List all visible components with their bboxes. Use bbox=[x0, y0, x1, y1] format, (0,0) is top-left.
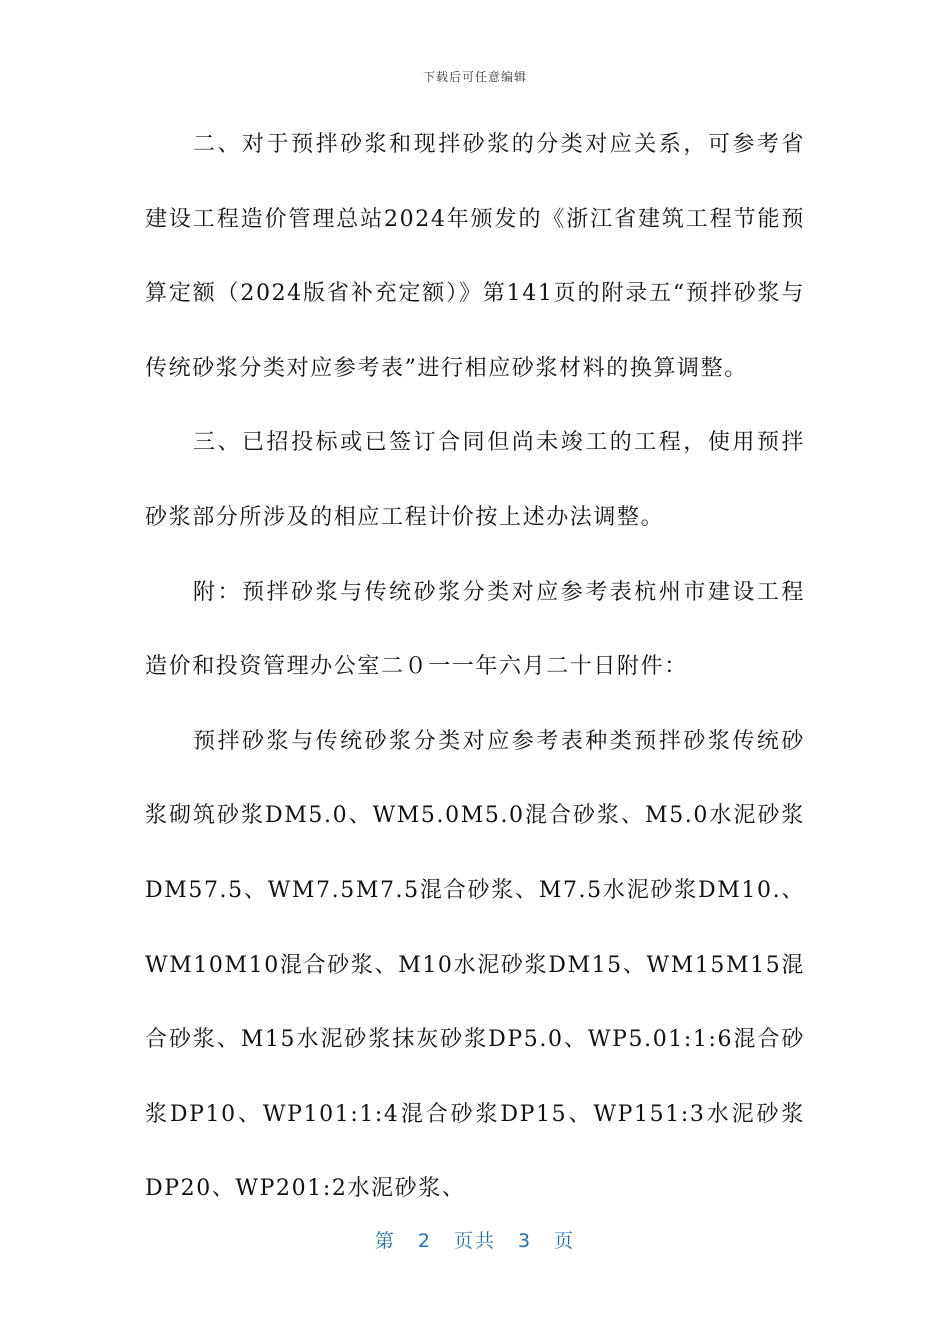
header-note: 下载后可任意编辑 bbox=[422, 70, 527, 84]
paragraph-mortar-classification: 二、对于预拌砂浆和现拌砂浆的分类对应关系，可参考省建设工程造价管理总站2024年颁发的《浙江省建筑工程节能预算定额（2024版省补充定额）》第141页的附录五“预拌砂浆与传统砂浆分类对应参考表”进行相应砂浆材料的换算调整。 bbox=[145, 132, 805, 381]
paragraph-contract-adjustment: 三、已招投标或已签订合同但尚未竣工的工程，使用预拌砂浆部分所涉及的相应工程计价按上述办法调整。 bbox=[145, 430, 805, 530]
paragraph-reference-table: 预拌砂浆与传统砂浆分类对应参考表种类预拌砂浆传统砂浆砌筑砂浆DM5.0、WM5.0M5.0混合砂浆、M5.0水泥砂浆DM57.5、WM7.5M7.5混合砂浆、M7.5水泥砂浆DM10.、WM10M10混合砂浆、M10水泥砂浆DM15、WM15M15混合砂浆、M15水泥砂浆抹灰砂浆DP5.0、WP5.01:1:6混合砂浆DP10、WP101:1:4混合砂浆DP15、WP151:3水泥砂浆DP20、WP201:2水泥砂浆、 bbox=[145, 728, 805, 1202]
paragraph-attachment-note: 附：预拌砂浆与传统砂浆分类对应参考表杭州市建设工程造价和投资管理办公室二０一一年六月二十日附件： bbox=[145, 579, 805, 680]
document-body bbox=[145, 108, 805, 1227]
page-number: 第 2 页共 3 页 bbox=[374, 1230, 576, 1252]
